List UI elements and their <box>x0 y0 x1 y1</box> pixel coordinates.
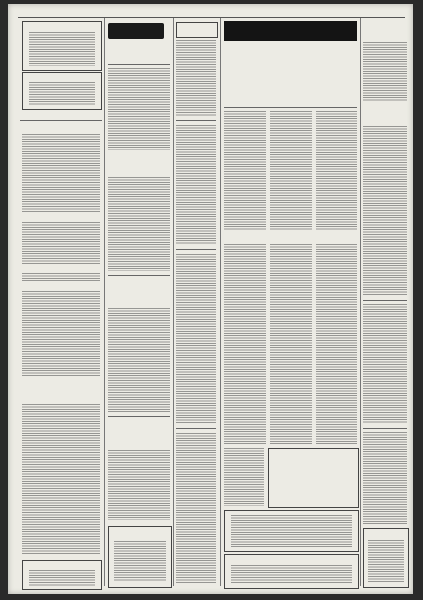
ad-text <box>231 515 352 547</box>
newspaper-page <box>8 4 413 594</box>
divider <box>20 120 102 121</box>
masthead-box <box>22 21 102 71</box>
article-body <box>108 68 170 150</box>
divider <box>176 120 216 121</box>
article-body <box>270 244 312 444</box>
article-body <box>270 111 312 231</box>
listing-text <box>176 125 216 245</box>
column-rule <box>360 18 361 586</box>
article-body <box>22 222 100 264</box>
bottom-ad-box <box>224 554 359 589</box>
advertisement-box <box>268 448 359 508</box>
article-body <box>22 134 100 212</box>
advertisement-box <box>224 510 359 552</box>
divider <box>108 275 170 276</box>
article-body <box>363 432 407 524</box>
bottom-ad-text <box>114 541 166 581</box>
column-rule <box>220 18 221 586</box>
listing-text <box>176 433 216 583</box>
article-body <box>316 244 357 444</box>
running-head <box>18 10 405 18</box>
column-rule <box>104 18 105 586</box>
article-body <box>22 404 100 554</box>
masthead-text <box>29 32 95 66</box>
article-body <box>224 111 266 231</box>
bottom-ad-box <box>22 560 102 590</box>
divider <box>363 300 407 301</box>
article-body <box>363 42 407 102</box>
article-body <box>108 177 170 271</box>
divider <box>176 249 216 250</box>
bottom-ad-text <box>368 540 404 582</box>
article-body <box>22 291 100 377</box>
divider <box>224 107 357 108</box>
divider <box>108 416 170 417</box>
article-body <box>108 308 170 412</box>
info-box-text <box>29 82 95 105</box>
article-body <box>22 273 100 281</box>
article-body <box>363 126 407 296</box>
article-body <box>224 244 266 444</box>
listing-text <box>176 40 216 116</box>
article-body <box>363 304 407 424</box>
divider <box>108 64 170 65</box>
small-logo-box <box>176 22 218 38</box>
bottom-ad-box <box>363 528 409 588</box>
section-logo <box>108 23 164 39</box>
listing-text <box>176 254 216 424</box>
article-body <box>224 448 264 506</box>
bottom-ad-text <box>29 570 95 586</box>
info-box <box>22 72 102 110</box>
divider <box>363 428 407 429</box>
bottom-ad-box <box>108 526 172 588</box>
column-rule <box>173 18 174 586</box>
divider <box>176 428 216 429</box>
section-banner <box>224 21 357 41</box>
article-body <box>108 450 170 520</box>
bottom-ad-text <box>231 565 352 584</box>
article-body <box>316 111 357 231</box>
